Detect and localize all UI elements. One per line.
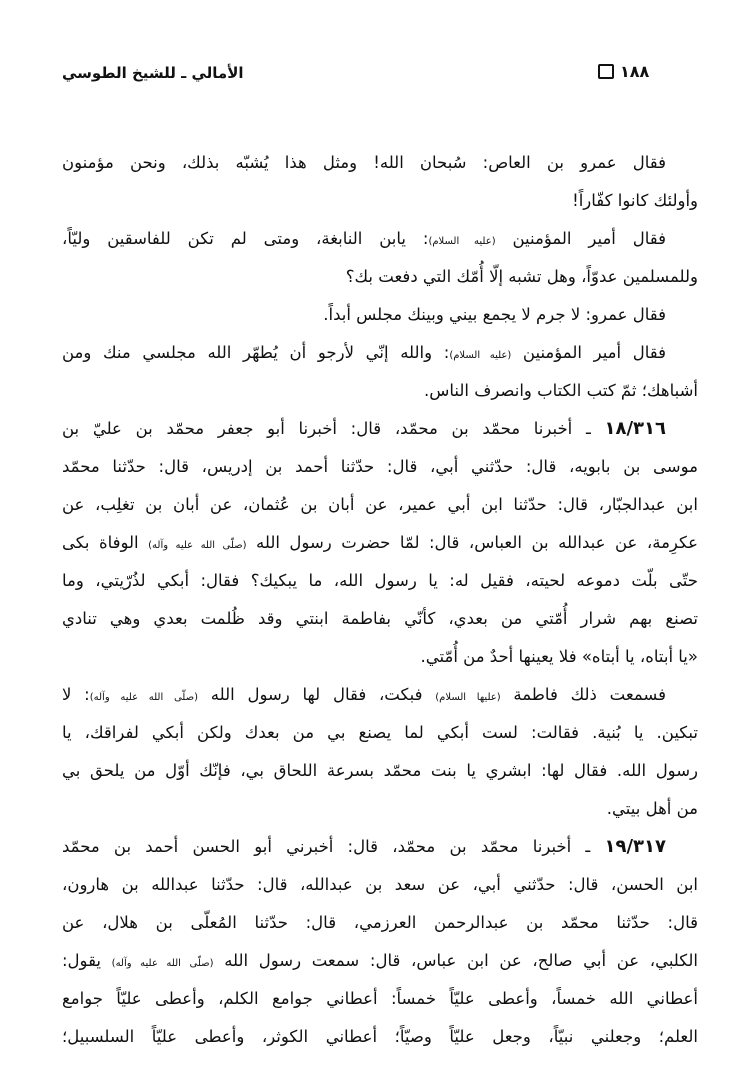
text-line [62, 182, 698, 220]
text-line [62, 372, 698, 410]
text-line [62, 296, 698, 334]
text-segment: حتّى بلّت دموعه لحيته، فقيل له: يا رسول الله، ما يبكيك؟ فقال: أبكي لذُرّيتي، وما [62, 571, 698, 590]
page-number-group [598, 62, 649, 81]
text-segment: وللمسلمين عدوّاً، وهل تشبه إلّا أُمّك التي دفعت بك؟ [345, 267, 698, 286]
hadith-number: ١٨/٣١٦ [604, 418, 666, 439]
text-line [62, 258, 698, 296]
text-segment: فقال أمير المؤمنين [495, 229, 666, 248]
text-line [62, 980, 698, 1018]
text-segment: فبكت، فقال لها رسول الله [197, 685, 436, 704]
text-line [62, 410, 698, 448]
text-segment: عكرِمة، عن عبدالله بن العباس، قال: لمّا حضرت رسول الله [246, 533, 698, 552]
text-segment: ـ أخبرنا محمّد بن محمّد، قال: أخبرنا أبو جعفر محمّد بن عليّ بن [62, 419, 605, 438]
text-line [62, 486, 698, 524]
text-segment: فقال عمرو: لا جرم لا يجمع بيني وبينك مجلس أبداً. [323, 305, 666, 324]
text-line [62, 220, 698, 258]
text-segment: تصنع بهم شرار أُمّتي من بعدي، كأنّي بفاطمة ابنتي وقد ظُلمت بعدي وهي تنادي [62, 609, 698, 628]
text-segment: رسول الله. فقال لها: ابشري يا بنت محمّد بسرعة اللحاق بي، فإنّك أوّل من يلحق بي [62, 761, 698, 780]
page-number: ١٨٨ [620, 62, 650, 81]
text-segment: : يابن النابغة، ومتى لم تكن للفاسقين وليّاً، [62, 229, 429, 248]
text-segment: من أهل بيتي. [606, 799, 698, 818]
text-segment: فسمعت ذلك فاطمة [500, 685, 666, 704]
text-line [62, 448, 698, 486]
honorific: (عليه السلام) [428, 236, 496, 247]
text-segment: : والله إنّي لأرجو أن يُطهّر الله مجلسي منك ومن [62, 343, 450, 362]
text-segment: أعطاني الله خمساً، وأعطى عليّاً خمساً: أعطاني جوامع الكلم، وأعطى عليّاً جوامع [62, 989, 698, 1008]
text-segment: أشباهك؛ ثمّ كتب الكتاب وانصرف الناس. [423, 381, 698, 400]
text-segment: فقال أمير المؤمنين [511, 343, 667, 362]
text-segment: فقال عمرو بن العاص: سُبحان الله! ومثل هذا يُشبّه بذلك، ونحن مؤمنون [62, 153, 666, 172]
honorific: (صلّى الله عليه وآله) [111, 958, 214, 969]
text-segment: موسى بن بابويه، قال: حدّثني أبي، قال: حدّثنا أحمد بن إدريس، قال: حدّثنا محمّد [62, 457, 698, 476]
text-line [62, 144, 698, 182]
text-line [62, 714, 698, 752]
text-segment: يقول: [62, 951, 112, 970]
text-segment: وأولئك كانوا كفّاراً! [572, 191, 698, 210]
text-line [62, 600, 698, 638]
running-header-title: الأمالي ـ للشيخ الطوسي [62, 64, 244, 82]
text-segment: ابن عبدالجبّار، قال: حدّثنا ابن أبي عمير، عن أبان بن عُثمان، عن أبان بن تغلِب، عن [62, 495, 698, 514]
text-segment: : لا [62, 685, 90, 704]
text-segment: العلم؛ وجعلني نبيّاً، وجعل عليّاً وصيّاً؛ أعطاني الكوثر، وأعطى عليّاً السلسبيل؛ [62, 1027, 698, 1046]
text-segment: قال: حدّثنا محمّد بن عبدالرحمن العرزمي، قال: حدّثنا المُعلّى بن هلال، عن [62, 913, 698, 932]
text-line [62, 790, 698, 828]
text-line [62, 676, 698, 714]
text-segment: «يا أبتاه، يا أبتاه» فلا يعينها أحدٌ من أُمّتي. [420, 647, 698, 666]
text-line [62, 334, 698, 372]
text-segment: تبكين. يا بُنية. فقالت: لست أبكي لما يصنع بي من بعدك ولكن أبكي لفراقك، يا [62, 723, 698, 742]
square-icon [598, 64, 614, 79]
text-segment: ـ أخبرنا محمّد بن محمّد، قال: أخبرني أبو الحسن أحمد بن محمّد [62, 837, 605, 856]
text-line [62, 942, 698, 980]
text-line [62, 1018, 698, 1056]
text-line [62, 638, 698, 676]
honorific: (صلّى الله عليه وآله) [89, 692, 198, 703]
text-line [62, 752, 698, 790]
text-line [62, 562, 698, 600]
text-line [62, 904, 698, 942]
honorific: (عليها السلام) [435, 692, 501, 703]
text-segment: ابن الحسن، قال: حدّثني أبي، عن سعد بن عبدالله، قال: حدّثنا عبدالله بن هارون، [62, 875, 698, 894]
text-segment: الوفاة بكى [62, 533, 149, 552]
honorific: (عليه السلام) [449, 350, 512, 361]
hadith-number: ١٩/٣١٧ [604, 836, 666, 857]
text-segment: الكلبي، عن أبي صالح، عن ابن عباس، قال: سمعت رسول الله [213, 951, 698, 970]
text-line [62, 866, 698, 904]
text-line [62, 828, 698, 866]
text-line [62, 524, 698, 562]
honorific: (صلّى الله عليه وآله) [148, 540, 247, 551]
